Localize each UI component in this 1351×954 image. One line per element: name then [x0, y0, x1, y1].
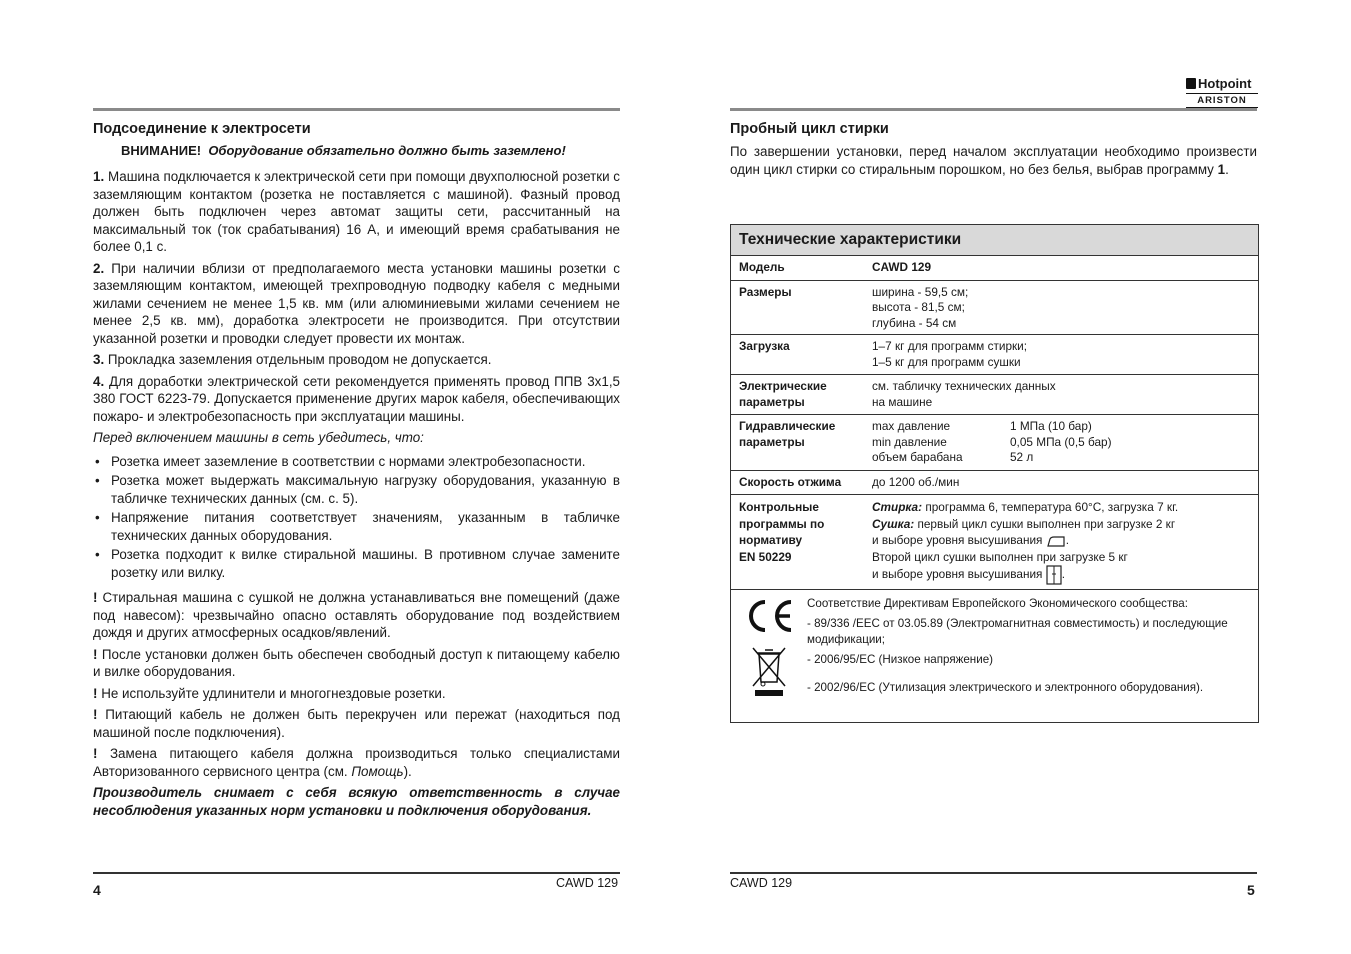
- model-left: CAWD 129: [556, 876, 619, 890]
- top-rule: [730, 108, 1257, 111]
- footer-rule-right: [730, 872, 1257, 874]
- brand-name: Hotpoint: [1198, 76, 1252, 91]
- disclaimer: Производитель снимает с себя всякую ответственность в случае несоблюдения указанных норм установки и подключения оборудования.: [93, 785, 620, 818]
- table-title: Технические характеристики: [731, 225, 1258, 256]
- list-item: • Розетка подходит к вилке стиральной машины. В противном случае замените розетку или вилку.: [93, 546, 620, 581]
- table-row: Гидравлические параметры max давление 1 МПа (10 бар) min давление 0,05 МПа (0,5 бар) объем барабана 52 л: [731, 415, 1258, 471]
- note: ! Стиральная машина с сушкой не должна устанавливаться вне помещений (даже под навесом): чрезвычайно опасно оставлять оборудование под воздействием дождя и других атмосферных осадков/явлений.: [93, 590, 620, 640]
- ce-line: - 2002/96/EC (Утилизация электрического и электронного оборудования).: [807, 681, 1204, 694]
- test-intro: По завершении установки, перед началом эксплуатации необходимо произвести один цикл стирки со стиральным порошком, но без белья, выбрав программу 1.: [730, 144, 1257, 177]
- hotpoint-logo-icon: [1186, 78, 1196, 89]
- check-intro: Перед включением машины в сеть убедитесь, что:: [93, 430, 424, 445]
- cupboard-dry-icon: [1046, 565, 1062, 585]
- list-item: • Напряжение питания соответствует значениям, указанным в табличке технических данных оборудования.: [93, 509, 620, 544]
- note: ! Питающий кабель не должен быть перекручен или пережат (находиться под машиной после подключения).: [93, 707, 620, 740]
- item-4: 4. Для доработки электрической сети рекомендуется применять провод ППВ 3х1,5 380 ГОСТ 6223-79. Допускается применение других марок кабеля, обеспечивающих пожаро- и электробезопасность при эксплуатации машины.: [93, 373, 620, 424]
- page-number-left: 4: [93, 882, 101, 898]
- ce-line: - 2006/95/EC (Низкое напряжение): [807, 653, 993, 666]
- top-rule: [93, 108, 620, 111]
- list-item: • Розетка может выдержать максимальную нагрузку оборудования, указанную в табличке технических данных (см. с. 5).: [93, 472, 620, 507]
- left-page: [93, 108, 620, 823]
- note-service: ! Замена питающего кабеля должна производиться только специалистами Авторизованного сервисного центра (см. Помощь).: [93, 746, 620, 779]
- ce-line: Соответствие Директивам Европейского Экономического сообщества:: [807, 597, 1188, 610]
- note: ! Не используйте удлинители и многогнездовые розетки.: [93, 685, 446, 701]
- table-row: Модель CAWD 129: [731, 256, 1258, 281]
- ce-compliance: [731, 590, 1258, 722]
- table-row: Электрические параметры см. табличку технических данных на машине: [731, 375, 1258, 415]
- warning-label: ВНИМАНИЕ!: [121, 143, 202, 158]
- ce-mark-icon: [743, 598, 795, 634]
- page-number-right: 5: [1247, 882, 1255, 898]
- footer-rule-left: [93, 872, 620, 874]
- tech-spec-table: [730, 224, 1259, 723]
- table-row: Скорость отжима до 1200 об./мин: [731, 471, 1258, 496]
- section-title-test: Пробный цикл стирки: [730, 121, 889, 137]
- ce-line: - 89/336 /EEC от 03.05.89 (Электромагнитная совместимость) и последующие модификации;: [807, 617, 1228, 646]
- warning-text: Оборудование обязательно должно быть заземлено!: [208, 143, 566, 158]
- table-row: Размеры ширина - 59,5 см; высота - 81,5 см; глубина - 54 см: [731, 281, 1258, 336]
- table-row: Контрольные программы по нормативу EN 50229 Стирка: программа 6, температура 60°С, загрузка 7 кг. Сушка: первый цикл сушки выполнен при загрузке 2 кг и выборе уровня высушивания . Второй цикл сушки выполнен при загрузке 5 кг и выборе уровня высушивания .: [731, 495, 1258, 590]
- weee-bin-icon: [749, 644, 789, 698]
- model-right: CAWD 129: [730, 876, 793, 890]
- list-item: • Розетка имеет заземление в соответствии с нормами электробезопасности.: [93, 453, 620, 471]
- warning: [121, 143, 620, 158]
- brand-logo: [1186, 76, 1258, 108]
- item-2: 2. При наличии вблизи от предполагаемого места установки машины розетки с заземляющим контактом, имеющей трехпроводную подводку кабеля с медными жилами сечением не менее 1,5 кв. мм (или алюминиевыми жилами сечением не менее 2,5 кв. мм), доработка электросети не производится. При отсутствии указанной розетки и проводки следует провести их монтаж.: [93, 260, 620, 346]
- brand-sub: ARISTON: [1186, 93, 1258, 108]
- section-title-electric: Подсоединение к электросети: [93, 121, 311, 137]
- right-page: [730, 108, 1257, 182]
- item-3: 3. Прокладка заземления отдельным проводом не допускается.: [93, 352, 492, 367]
- item-1: 1. Машина подключается к электрической сети при помощи двухполюсной розетки с заземляющим контактом (розетка не поставляется с машиной). Фазный провод должен быть подключен через автомат защиты сети, рассчитанный на максимальный ток (ток срабатывания) 16 А, и имеющий время срабатывания не более 0,1 с.: [93, 169, 620, 254]
- note: ! После установки должен быть обеспечен свободный доступ к питающему кабелю и вилке оборудования.: [93, 646, 620, 679]
- iron-dry-icon: [1046, 535, 1066, 547]
- table-row: Загрузка 1–7 кг для программ стирки; 1–5 кг для программ сушки: [731, 335, 1258, 375]
- check-list: [93, 453, 620, 582]
